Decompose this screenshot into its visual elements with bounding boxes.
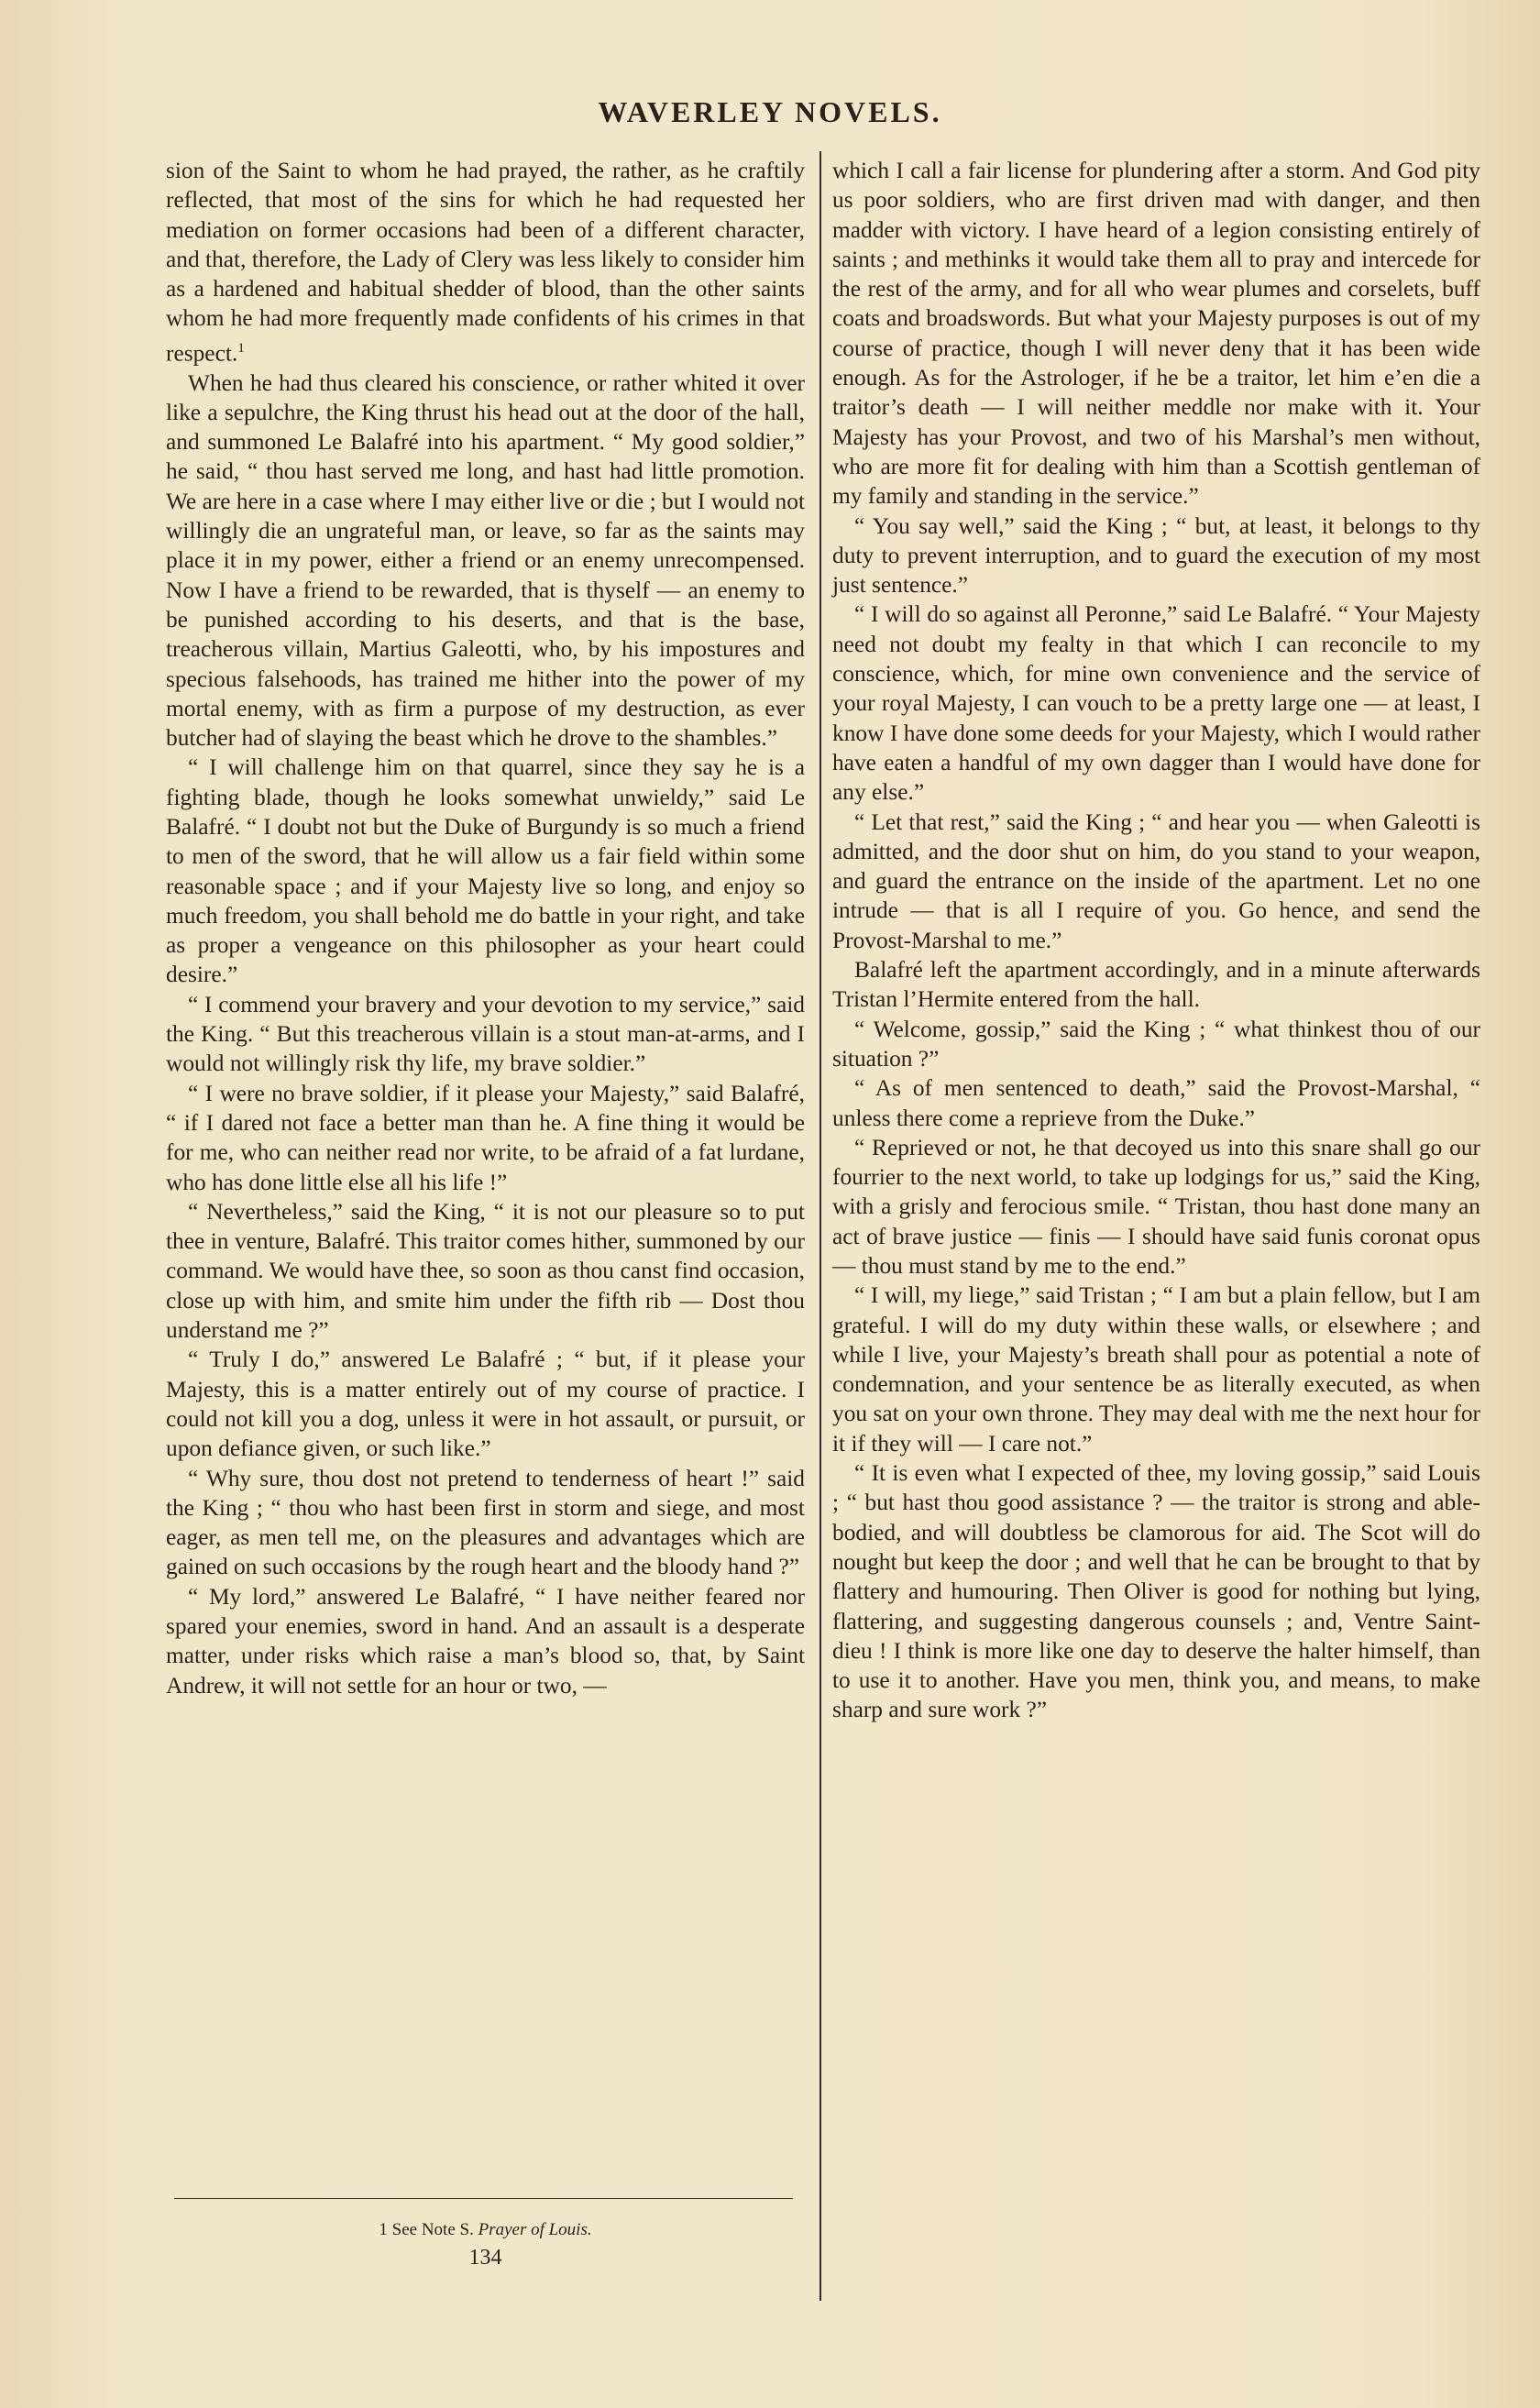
paragraph: “ As of men sentenced to death,” said the Provost-Marshal, “ unless there come a reprieve from the Duke.”	[832, 1075, 1480, 1131]
paragraph: “ Why sure, thou dost not pretend to tenderness of heart !” said the King ; “ thou who hast been first in storm and siege, and most eager, as men tell me, on the pleasures and advantages which are gained on such occasions by the rough heart and the bloody hand ?”	[166, 1465, 805, 1580]
paragraph: Balafré left the apartment accordingly, and in a minute afterwards Tristan l’Hermite entered from the hall.	[832, 957, 1480, 1013]
paragraph: “ I will, my liege,” said Tristan ; “ I am but a plain fellow, but I am grateful. I will do my duty within these walls, or elsewhere ; and while I live, your Majesty’s breath shall pour as potential a note of condemnation, and your sentence be as literally executed, as when you sat on your own throne. They may deal with me the next hour for it if they will — I care not.”	[832, 1282, 1480, 1457]
paragraph: “ Truly I do,” answered Le Balafré ; “ but, if it please your Majesty, this is a matter entirely out of my course of practice. I could not kill you a dog, unless it were in hot assault, or pursuit, or upon defiance given, or such like.”	[166, 1347, 805, 1462]
paragraph: “ Welcome, gossip,” said the King ; “ what thinkest thou of our situation ?”	[832, 1016, 1480, 1072]
paragraph: “ Let that rest,” said the King ; “ and hear you — when Galeotti is admitted, and the door shut on him, do you stand to your weapon, and guard the entrance on the inside of the apartment. Let no one intrude — that is all I require of you. Go hence, and send the Provost-Marshal to me.”	[832, 808, 1480, 953]
paragraph: “ I will do so against all Peronne,” said Le Balafré. “ Your Majesty need not doubt my fealty in that which I can reconcile to my conscience, which, for mine own convenience and the service of your royal Majesty, I can vouch to be a pretty large one — at least, I know I have done some deeds for your Majesty, which I would rather have eaten a handful of my own dagger than I would have done for any else.”	[832, 601, 1480, 806]
footnote-marker: 1	[237, 339, 245, 356]
paragraph: which I call a fair license for plundering after a storm. And God pity us poor soldiers, who are first driven mad with danger, and then madder with victory. I have heard of a legion consisting entirely of saints ; and methinks it would take them all to pray and intercede for the rest of the army, and for all who wear plumes and corselets, buff coats and broadswords. But what your Majesty purposes is out of my course of practice, though I will never deny that it has been wide enough. As for the Astrologer, if he be a traitor, let him e’en die a traitor’s death — I will neither meddle nor make with it. Your Majesty has your Provost, and two of his Marshal’s men without, who are more fit for dealing with him than a Scottish gentleman of my family and standing in the service.”	[832, 158, 1480, 510]
paragraph: “ You say well,” said the King ; “ but, at least, it belongs to thy duty to prevent interruption, and to guard the execution of my most just sentence.”	[832, 512, 1480, 599]
column-divider	[820, 151, 821, 2301]
left-column	[166, 156, 805, 1700]
paragraph: “ I commend your bravery and your devotion to my service,” said the King. “ But this treacherous villain is a stout man-at-arms, and I would not willingly risk thy life, my brave soldier.”	[166, 991, 805, 1077]
paragraph: sion of the Saint to whom he had prayed, the rather, as he craftily reflected, that most of the sins for which he had requested her mediation on former occasions had been of a different character, and that, therefore, the Lady of Clery was less likely to consider him as a hardened and habitual shedder of blood, than the other saints whom he had more frequently made confidents of his crimes in that respect.$^1$	[166, 158, 805, 367]
footnote-text: See Note S.	[391, 2220, 474, 2239]
right-column	[832, 156, 1480, 1725]
paragraph: “ Reprieved or not, he that decoyed us into this snare shall go our fourrier to the next world, to take up lodgings for us,” said the King, with a grisly and ferocious smile. “ Tristan, thou hast done many an act of brave justice — finis — I should have said funis coronat opus — thou must stand by me to the end.”	[832, 1134, 1480, 1279]
paragraph: “ It is even what I expected of thee, my loving gossip,” said Louis ; “ but hast thou good assistance ? — the traitor is strong and able-bodied, and will doubtless be clamorous for aid. The Scot will do nought but keep the door ; and well that he can be brought to that by flattery and humouring. Then Oliver is good for nothing but lying, flattering, and suggesting dangerous counsels ; and, Ventre Saint-dieu ! I think is more like one day to deserve the halter himself, than to use it to another. Have you men, think you, and means, to make sharp and sure work ?”	[832, 1460, 1480, 1723]
footnote-number: 1	[379, 2220, 388, 2239]
footnote	[166, 2220, 805, 2240]
footnote-rule	[174, 2198, 793, 2199]
running-header: WAVERLEY NOVELS.	[598, 95, 942, 128]
paragraph: “ Nevertheless,” said the King, “ it is not our pleasure so to put thee in venture, Balafré. This traitor comes hither, summoned by our command. We would have thee, so soon as thou canst find occasion, close up with him, and smite him under the fifth rib — Dost thou understand me ?”	[166, 1198, 805, 1344]
paragraph: “ My lord,” answered Le Balafré, “ I have neither feared nor spared your enemies, sword in hand. And an assault is a desperate matter, under risks which raise a man’s blood so, that, by Saint Andrew, it will not settle for an hour or two, —	[166, 1583, 805, 1699]
paragraph: “ I were no brave soldier, if it please your Majesty,” said Balafré, “ if I dared not face a better man than he. A fine thing it would be for me, who can neither read nor write, to be afraid of a fat lurdane, who has done little else all his life !”	[166, 1080, 805, 1195]
footnote-title: Prayer of Louis.	[478, 2220, 592, 2239]
paragraph: “ I will challenge him on that quarrel, since they say he is a fighting blade, though he looks somewhat unwieldy,” said Le Balafré. “ I doubt not but the Duke of Burgundy is so much a friend to men of the sword, that he will allow us a fair field within some reasonable space ; and if your Majesty live so long, and enjoy so much freedom, you shall behold me do battle in your right, and take as proper a vengeance on this philosopher as your heart could desire.”	[166, 754, 805, 988]
page-number: 134	[468, 2246, 502, 2270]
paragraph: When he had thus cleared his conscience, or rather whited it over like a sepulchre, the King thrust his head out at the door of the hall, and summoned Le Balafré into his apartment. “ My good soldier,” he said, “ thou hast served me long, and hast had little promotion. We are here in a case where I may either live or die ; but I would not willingly die an ungrateful man, or leave, so far as the saints may place it in my power, either a friend or an enemy unrecompensed. Now I have a friend to be rewarded, that is thyself — an enemy to be punished according to his deserts, and that is the base, treacherous villain, Martius Galeotti, who, by his impostures and specious falsehoods, has trained me hither into the power of my mortal enemy, with as firm a purpose of my destruction, as ever butcher had of slaying the beast which he drove to the shambles.”	[166, 369, 805, 752]
